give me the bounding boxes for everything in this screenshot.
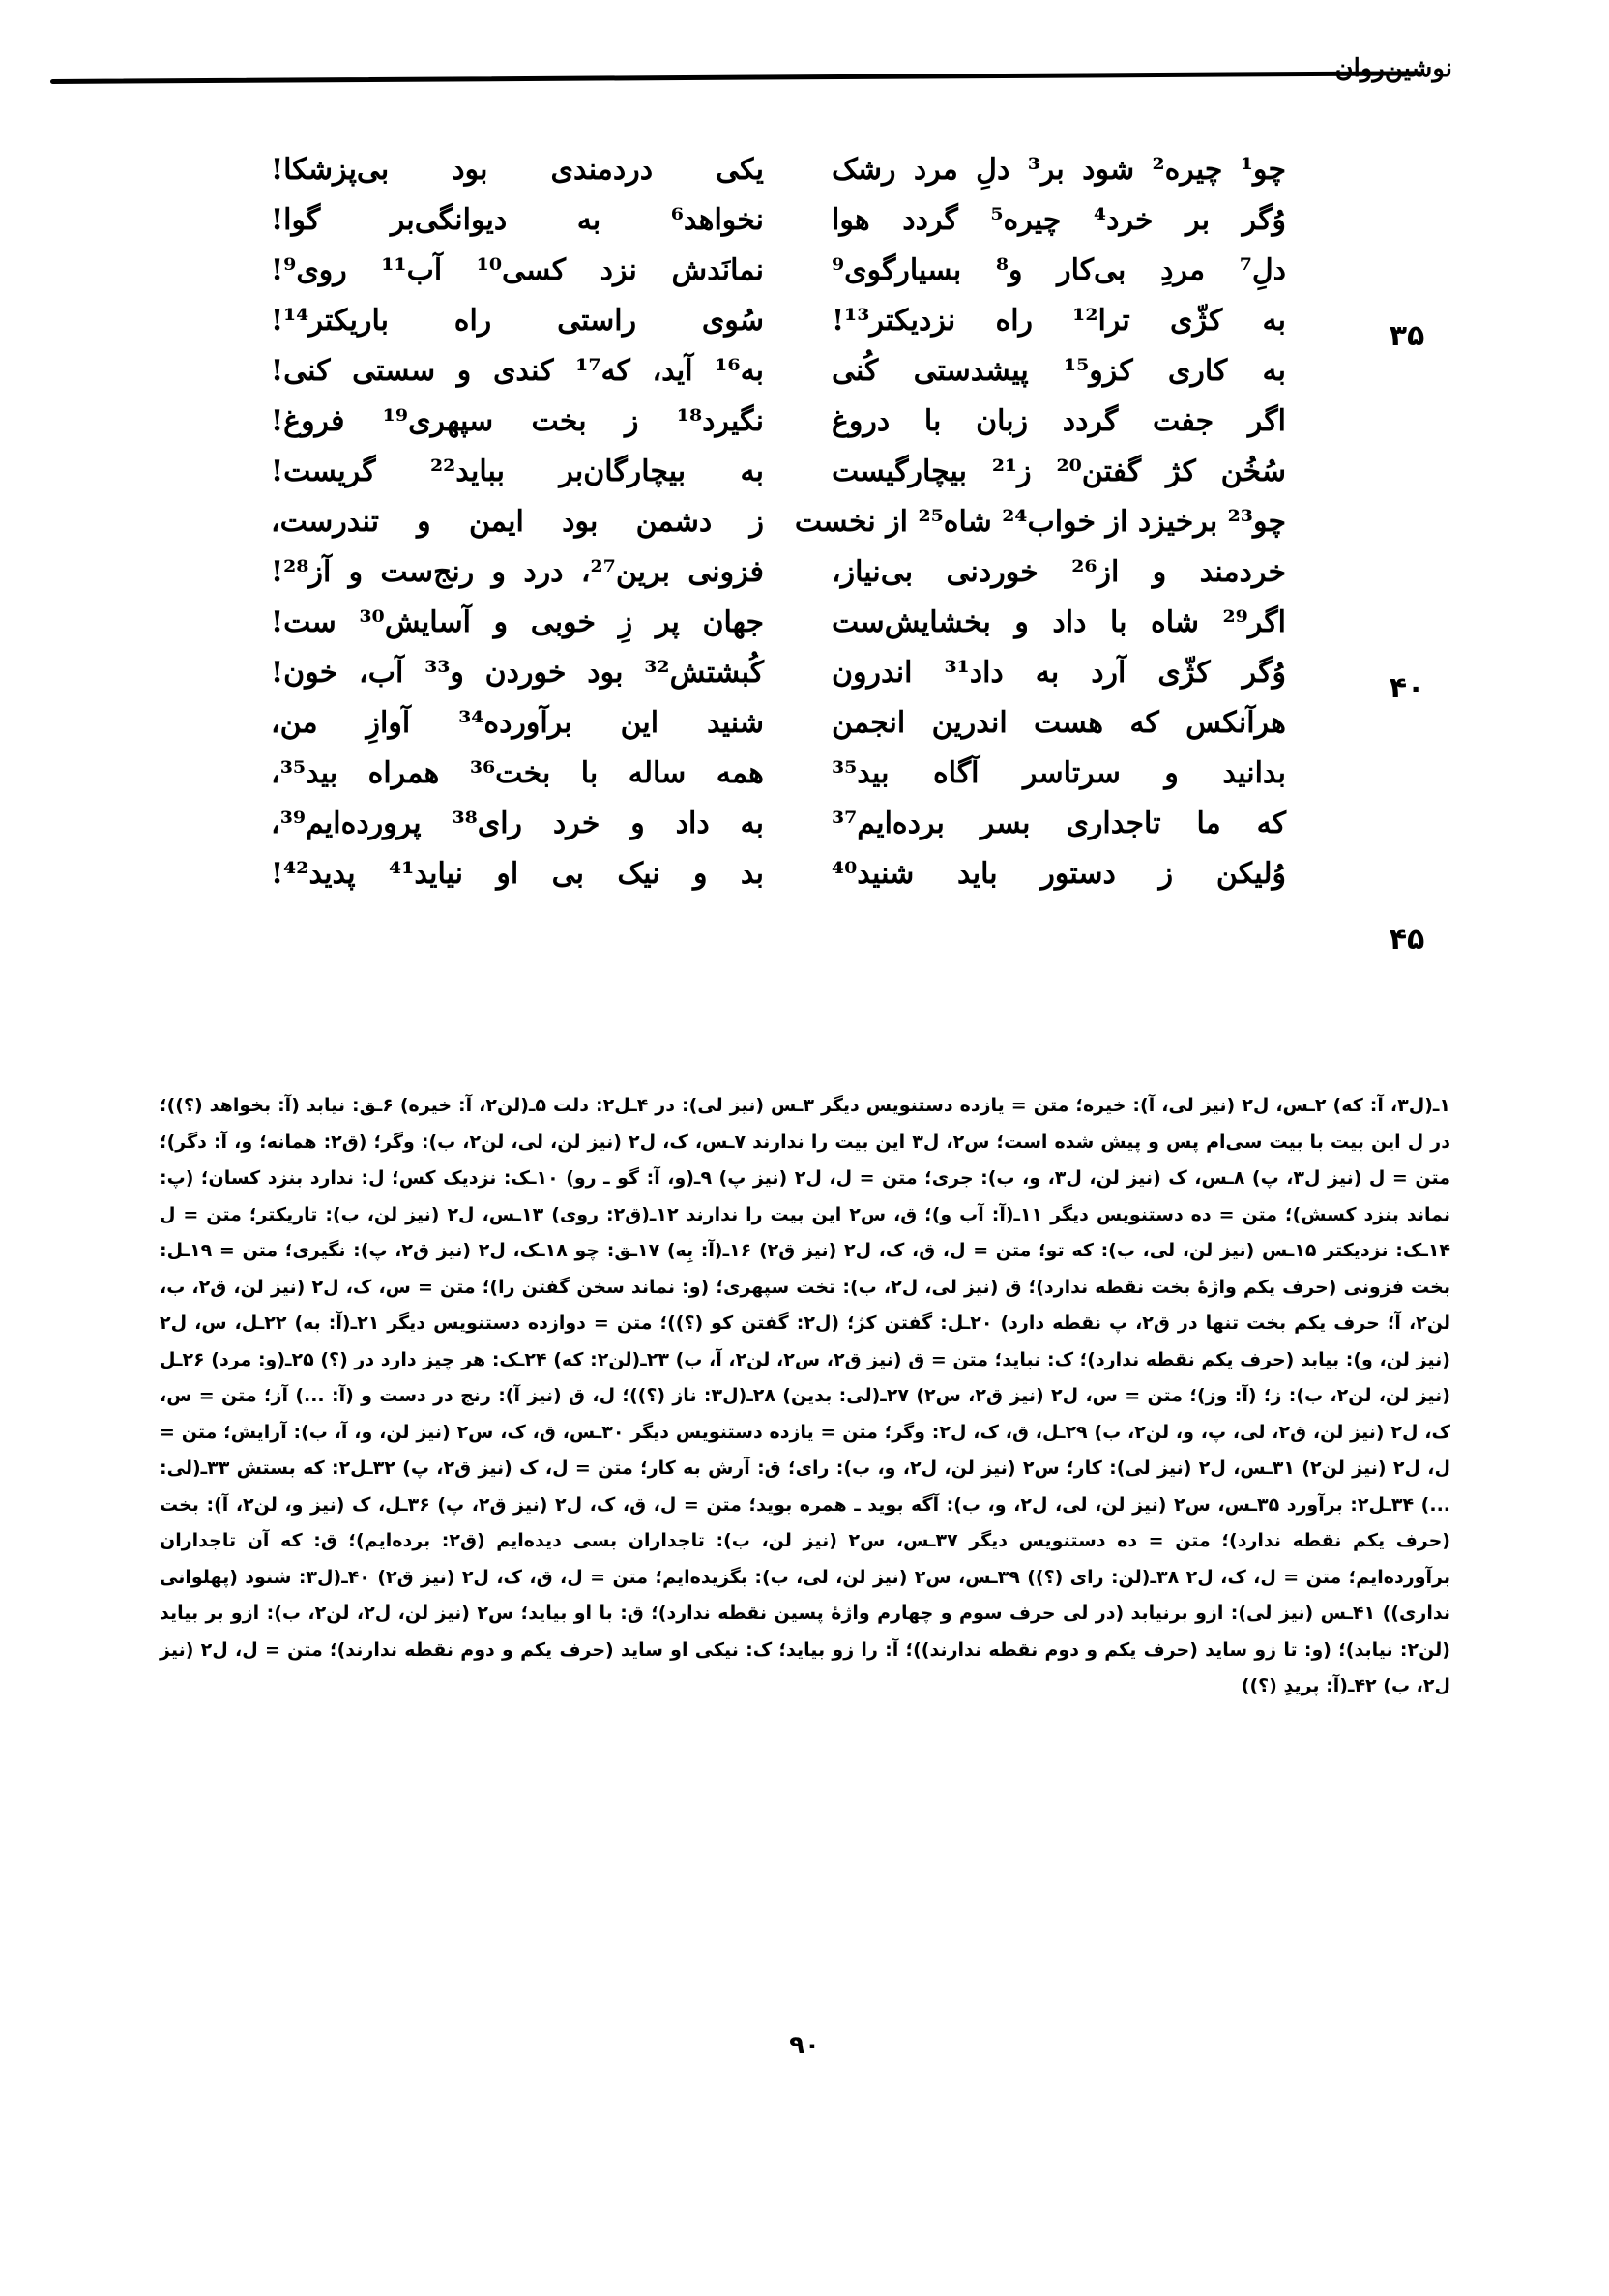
- hemistich: نگیرد¹⁸ ز بخت سپهری¹⁹ فروغ!: [271, 404, 764, 438]
- header-rule: [50, 71, 1421, 84]
- hemistich: به داد و خرد رای³⁸ پرورده‌ایم³⁹،: [271, 807, 764, 840]
- hemistich: نخواهد⁶ به دیوانگی‌بر گوا!: [271, 203, 764, 237]
- hemistich: دلِ⁷ مردِ بی‌کار و⁸ بسیارگوی⁹: [832, 253, 1286, 287]
- hemistich: وُگر بر خرد⁴ چیره⁵ گردد هوا: [832, 203, 1286, 237]
- hemistich: به¹⁶ آید، که¹⁷ کندی و سستی کنی!: [271, 354, 764, 388]
- hemistich: که ما تاجداری بسر برده‌ایم³⁷: [832, 807, 1286, 840]
- poem-body: [155, 145, 1431, 1054]
- left-column: [271, 145, 764, 899]
- hemistich: به کژّی ترا¹² راه نزدیکتر¹³!: [832, 304, 1286, 338]
- hemistich: چو¹ چیره² شود بر³ دلِ مرد رشک: [832, 153, 1286, 187]
- hemistich: جهان پر زِ خوبی و آسایش³⁰ ست!: [271, 605, 764, 639]
- hemistich: کُبشتش³² بود خوردن و³³ آب، خون!: [271, 656, 764, 690]
- verse-number: ۴۵: [1389, 923, 1425, 957]
- hemistich: بد و نیک بی او نیاید⁴¹ پدید⁴²!: [271, 857, 765, 891]
- hemistich: نمانَدش نزد کسی¹⁰ آب¹¹ روی⁹!: [271, 253, 764, 287]
- page-number: ۹۰: [789, 2031, 820, 2060]
- hemistich: به بیچارگان‌بر بباید²² گریست!: [271, 455, 764, 488]
- hemistich: سُوی راستی راه باریکتر¹⁴!: [271, 304, 764, 338]
- critical-apparatus-footnotes: [160, 1088, 1450, 1705]
- hemistich: به کاری کزو¹⁵ پیشدستی کُنی: [832, 354, 1286, 388]
- hemistich: اگر²⁹ شاه با داد و بخشایش‌ست: [832, 605, 1286, 639]
- hemistich: سُخُن کژ گفتن²⁰ ز²¹ بیچارگیست: [832, 455, 1286, 488]
- footnote-block: ۲۰ـل: گفتن کژ؛ (ل۲: گفتن کو (؟))؛ متن = دوازده دستنویس دیگر ۲۱ـ(آ: به) ۲۲ـل، س، ل۲ (نیز لن، و): بیابد (حرف یکم نقطه ندارد)؛ ک: نباید؛ متن = ق (نیز ق۲، س۲، لن۲، آ، ب) ۲۳ـ(لن۲: که) ۲۴ـک: هر چیز دارد در (؟) ۲۵ـ(و: مرد) ۲۶ـل (نیز لن، لن۲، ب): ز؛ (آ: وز)؛ متن = س، ل۲ (نیز ق۲، س۲) ۲۷ـ(لی: بدین) ۲۸ـ(ل۳: ناز (؟))؛ ل، ق (نیز آ): رنج در دست و (آ: ...) آز؛ متن = س، ک، ل۲ (نیز لن، ق۲، لی، پ، و، لن۲، ب) ۲۹ـل، ق، ک، ل۲: وگر؛ متن = یازده دستنویس دیگر ۳۰ـس، ق، ک، س۲ (نیز لن، و، آ، ب): آرایش؛ متن = ل، ل۲ (نیز لن۲) ۳۱ـس، ل۲ (نیز لی): کار؛ س۲ (نیز لن، ل۲، و، ب): رای؛ ق: آرش به کار؛ متن = ل، ک (نیز ق۲، پ) ۳۲ـل۲: که بستش ۳۳ـ(لی: ...) ۳۴ـل۲: برآورد ۳۵ـس، س۲ (نیز لن، لی، ل۲، و، ب): آگه بوید ـ همره بوید؛ متن = ل، ق، ک، ل۲ (نیز ق۲، پ) ۳۶ـل، ک (نیز و، لن۲، آ): بخت (حرف یکم نقطه ندارد)؛ متن = ده دستنویس دیگر ۳۷ـس، س۲ (نیز لن، ب): تاجداران بسی دیده‌ایم (ق۲: برده‌ایم)؛ ق: که آن تاجداران برآورده‌ایم؛ متن = ل، ک، ل۲ ۳۸ـ(لن: رای (؟)) ۳۹ـس، س۲ (نیز لن، لی، ب): بگزیده‌ایم؛ متن = ل، ق، ک، ل۲ (نیز ق۲) ۴۰ـ(ل۳: شنود (پهلوانی نداری)) ۴۱ـس (نیز لی): ازو برنیابد (در لی حرف سوم و چهارم واژهٔ پسین نقطه ندارد)؛ ق: با او بیاید؛ س۲ (نیز لن، ل۲، لن۲، ب): ازو بر بیاید (لن۲: نیابد)؛ (و: تا زو ساید (حرف یکم و دوم نقطه ندارند))؛ آ: را زو بیاید؛ ک: نیکی او ساید (حرف یکم و دوم نقطه ندارند)؛ متن = ل، ل۲ (نیز ل۲، ب) ۴۲ـ(آ: پریدِ (؟)): [160, 1312, 1451, 1696]
- hemistich: ز دشمن بود ایمن و تندرست،: [271, 505, 764, 539]
- hemistich: چو²³ برخیزد از خواب²⁴ شاه²⁵ از نخست: [794, 505, 1286, 539]
- verse-number: ۴۰: [1389, 671, 1425, 705]
- hemistich: هرآنکس که هست اندرین انجمن: [832, 706, 1286, 740]
- footnote-block: ۱۰ـک: نزدیک کس؛ ل: ندارد بنزد کسان؛ (پ: نماند بنزد کسش)؛ متن = ده دستنویس دیگر ۱۱ـ(آ: آب و)؛ ق، س۲ این بیت را ندارند ۱۲ـ(ق۲: روی) ۱۳ـس، ل۲ (نیز لن، ب): تاریکتر؛ متن = ل ۱۴ـک: نزدیکتر ۱۵ـس (نیز لن، لی، ب): که تو؛ متن = ل، ق، ک، ل۲ (نیز ق۲) ۱۶ـ(آ: بِه) ۱۷ـق: چو ۱۸ـک، ل۲ (نیز ق۲، پ): نگیری؛ متن = ۱۹ـل: بخت فزونی (حرف یکم واژهٔ بخت نقطه ندارد)؛ ق (نیز لی، ل۲، ب): تخت سپهری؛ (و: نماند سخن گفتن را)؛ متن = س، ک، ل۲ (نیز لن، ق۲، ب، لن۲، آ؛ حرف یکم بخت تنها در ق۲، پ نقطه دارد): [160, 1167, 1451, 1334]
- hemistich: یکی دردمندی بود بی‌پزشکا!: [271, 153, 764, 187]
- hemistich: فزونی برین²⁷، درد و رنج‌ست و آز²⁸!: [271, 555, 764, 589]
- hemistich: همه ساله با بخت³⁶ همراه بید³⁵،: [271, 756, 764, 790]
- hemistich: خردمند و از²⁶ خوردنی بی‌نیاز،: [832, 555, 1287, 589]
- hemistich: وُلیکن ز دستور باید شنید⁴⁰: [832, 857, 1286, 891]
- running-head: نوشین‌روان: [1334, 54, 1452, 83]
- footnote-block: ۱ـ(ل۳، آ: که) ۲ـس، ل۲ (نیز لی، آ): خیره؛ متن = یازده دستنویس دیگر ۳ـس (نیز لی): در ۴ـل۲: دلت ۵ـ(لن۲، آ: خیره) ۶ـق: نیابد (آ: بخواهد (؟))؛ در ل این بیت با بیت سی‌ام پس و پیش شده است؛ س۲، ل۳ این بیت را ندارند ۷ـس، ک، ل۲ (نیز لن، لی، لن۲، ب): وگر؛ (ق۲: همانه؛ و، آ: دگر)؛ متن = ل (نیز ل۳، پ) ۸ـس، ک (نیز لن، ل۳، و، ب): جری؛ متن = ل، ل۲ (نیز پ) ۹ـ(و، آ: گو ـ رو): [160, 1095, 1450, 1189]
- verse-number: ۳۵: [1389, 319, 1425, 353]
- right-column: [794, 145, 1287, 899]
- hemistich: بدانید و سرتاسر آگاه بید³⁵: [832, 756, 1286, 790]
- hemistich: شنید این برآورده³⁴ آوازِ من،: [271, 706, 764, 740]
- hemistich: اگر جفت گردد زبان با دروغ: [832, 404, 1286, 438]
- hemistich: وُگر کژّی آرد به داد³¹ اندرون: [832, 656, 1286, 690]
